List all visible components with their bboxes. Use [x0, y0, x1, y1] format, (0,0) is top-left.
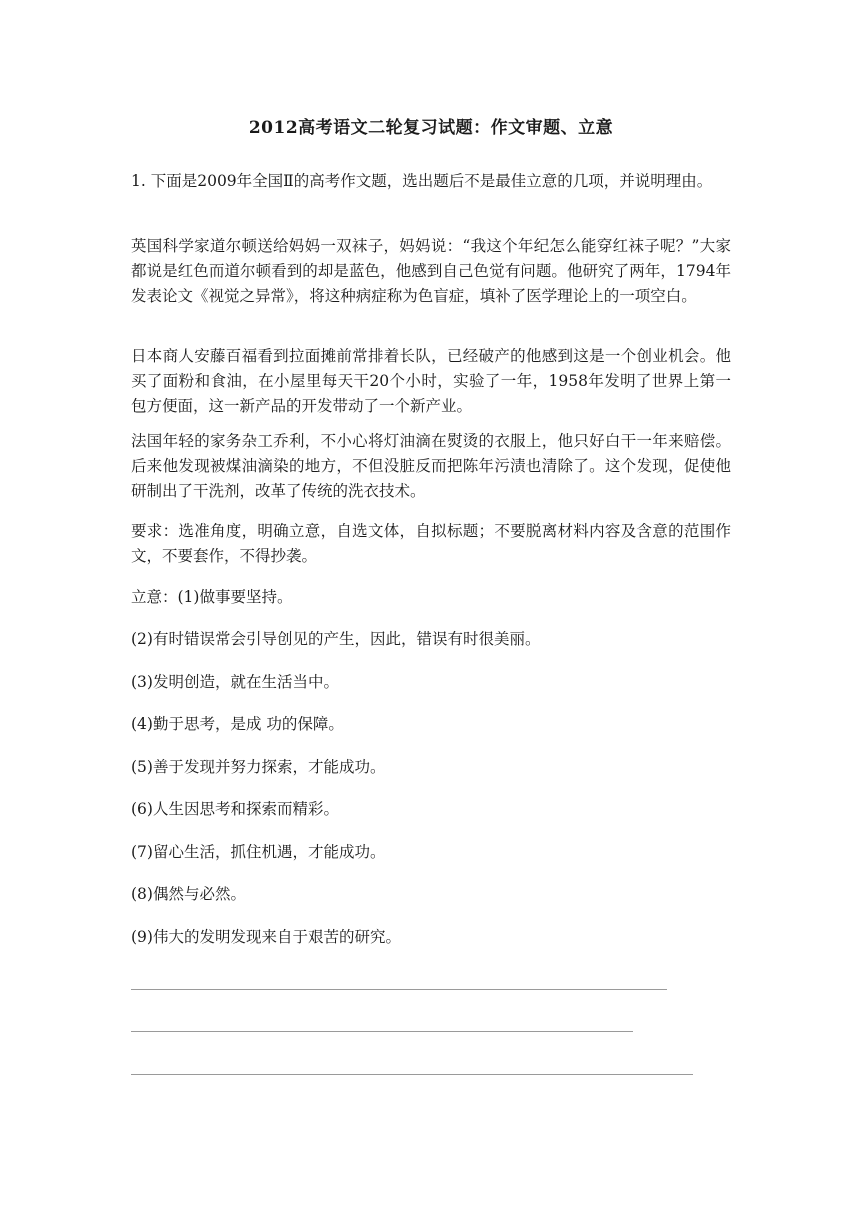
- idea-item: (9)伟大的发明发现来自于艰苦的研究。: [131, 928, 401, 946]
- requirement-text: 要求：选准角度，明确立意，自选文体，自拟标题；不要脱离材料内容及含意的范围作文，不要套作，不得抄袭。: [131, 522, 731, 565]
- paragraph-ando: 日本商人安藤百福看到拉面摊前常排着长队，已经破产的他感到这是一个创业机会。他买了面粉和食油，在小屋里每天干20个小时，实验了一年，1958年发明了世界上第一包方便面，这一新产品的开发带动了一个新产业。: [131, 347, 731, 415]
- document-title: 2012高考语文二轮复习试题：作文审题、立意: [248, 118, 614, 138]
- idea-item: (3)发明创造，就在生活当中。: [131, 673, 339, 691]
- answer-line: [131, 1031, 633, 1032]
- answer-line: [131, 1074, 693, 1075]
- idea-item: (5)善于发现并努力探索，才能成功。: [131, 758, 386, 776]
- paragraph-joly: 法国年轻的家务杂工乔利，不小心将灯油滴在熨烫的衣服上，他只好白干一年来赔偿。后来他发现被煤油滴染的地方，不但没脏反而把陈年污渍也清除了。这个发现，促使他研制出了干洗剂，改革了传统的洗衣技术。: [131, 432, 731, 500]
- idea-item: (4)勤于思考，是成 功的保障。: [131, 715, 344, 733]
- idea-item: (2)有时错误常会引导创见的产生，因此，错误有时很美丽。: [131, 630, 541, 648]
- answer-line: [131, 989, 667, 990]
- idea-item: (8)偶然与必然。: [131, 885, 246, 903]
- question-text: 1. 下面是2009年全国Ⅱ的高考作文题，选出题后不是最佳立意的几项，并说明理由。: [131, 172, 713, 190]
- idea-item: 立意：(1)做事要坚持。: [131, 588, 293, 606]
- idea-item: (6)人生因思考和探索而精彩。: [131, 800, 339, 818]
- idea-item: (7)留心生活，抓住机遇，才能成功。: [131, 843, 386, 861]
- paragraph-dalton: 英国科学家道尔顿送给妈妈一双袜子，妈妈说：“我这个年纪怎么能穿红袜子呢？”大家都说是红色而道尔顿看到的却是蓝色，他感到自己色觉有问题。他研究了两年，1794年发表论文《视觉之异常》，将这种病症称为色盲症，填补了医学理论上的一项空白。: [131, 237, 731, 305]
